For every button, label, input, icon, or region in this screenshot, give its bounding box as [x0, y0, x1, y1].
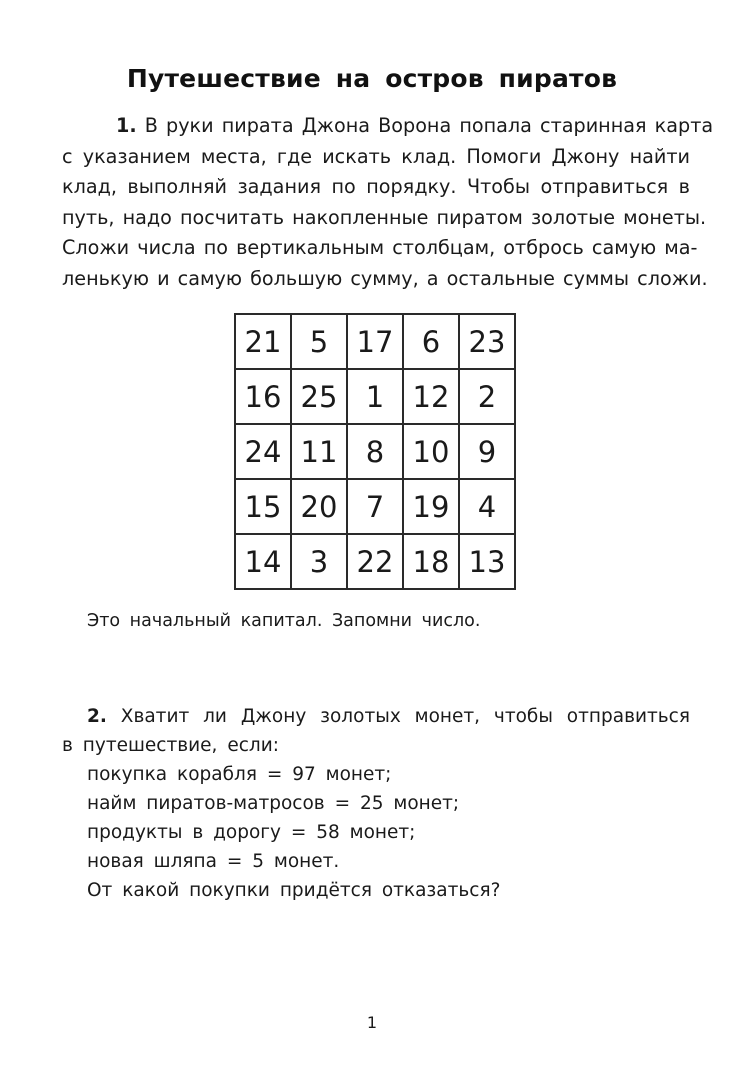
grid-cell: 23 — [459, 314, 515, 369]
grid-cell: 13 — [459, 534, 515, 589]
task-2-question: От какой покупки придётся отказаться? — [87, 880, 501, 901]
number-grid — [234, 313, 516, 590]
task-1-line — [62, 111, 714, 142]
grid-row — [235, 314, 515, 369]
grid-cell: 1 — [347, 369, 403, 424]
grid-cell: 20 — [291, 479, 347, 534]
task-1-line: с указанием места, где искать клад. Помоги Джону найти — [62, 144, 690, 168]
grid-cell: 21 — [235, 314, 291, 369]
grid-cell: 18 — [403, 534, 459, 589]
task-2-number: 2. — [87, 706, 107, 727]
task-2-item: покупка корабля = 97 монет; — [87, 764, 392, 785]
grid-cell: 12 — [403, 369, 459, 424]
task-1-footer: Это начальный капитал. Запомни число. — [87, 611, 481, 631]
grid-row — [235, 424, 515, 479]
task-2-item: продукты в дорогу = 58 монет; — [87, 822, 416, 843]
grid-row — [235, 534, 515, 589]
task-2-item: найм пиратов-матросов = 25 монет; — [87, 793, 460, 814]
grid-row — [235, 369, 515, 424]
grid-cell: 7 — [347, 479, 403, 534]
grid-cell: 14 — [235, 534, 291, 589]
task-2 — [62, 702, 690, 905]
grid-row — [235, 479, 515, 534]
task-2-item: новая шляпа = 5 монет. — [87, 851, 340, 872]
grid-cell: 24 — [235, 424, 291, 479]
grid-cell: 9 — [459, 424, 515, 479]
grid-cell: 6 — [403, 314, 459, 369]
grid-cell: 5 — [291, 314, 347, 369]
task-1-line: ленькую и самую большую сумму, а остальные суммы сложи. — [62, 266, 708, 290]
task-1-text: В руки пирата Джона Ворона попала старинная карта — [144, 114, 714, 137]
grid-cell: 2 — [459, 369, 515, 424]
grid-cell: 19 — [403, 479, 459, 534]
grid-cell: 8 — [347, 424, 403, 479]
grid-cell: 25 — [291, 369, 347, 424]
task-1-line: клад, выполняй задания по порядку. Чтобы отправиться в — [62, 175, 690, 199]
grid-cell: 3 — [291, 534, 347, 589]
task-1-line: путь, надо посчитать накопленные пиратом золотые монеты. — [62, 205, 707, 229]
task-1 — [62, 111, 714, 295]
grid-cell: 16 — [235, 369, 291, 424]
page-number: 1 — [366, 1013, 378, 1032]
task-2-text: Хватит ли Джону золотых монет, чтобы отправиться — [120, 706, 690, 727]
grid-cell: 15 — [235, 479, 291, 534]
grid-cell: 4 — [459, 479, 515, 534]
task-2-line: в путешествие, если: — [62, 735, 279, 756]
task-1-number: 1. — [116, 114, 137, 137]
grid-cell: 11 — [291, 424, 347, 479]
grid-cell: 17 — [347, 314, 403, 369]
task-1-line: Сложи числа по вертикальным столбцам, отбрось самую ма- — [62, 236, 698, 260]
task-2-line — [62, 702, 690, 731]
grid-cell: 10 — [403, 424, 459, 479]
page-title: Путешествие на остров пиратов — [126, 64, 618, 93]
grid-cell: 22 — [347, 534, 403, 589]
